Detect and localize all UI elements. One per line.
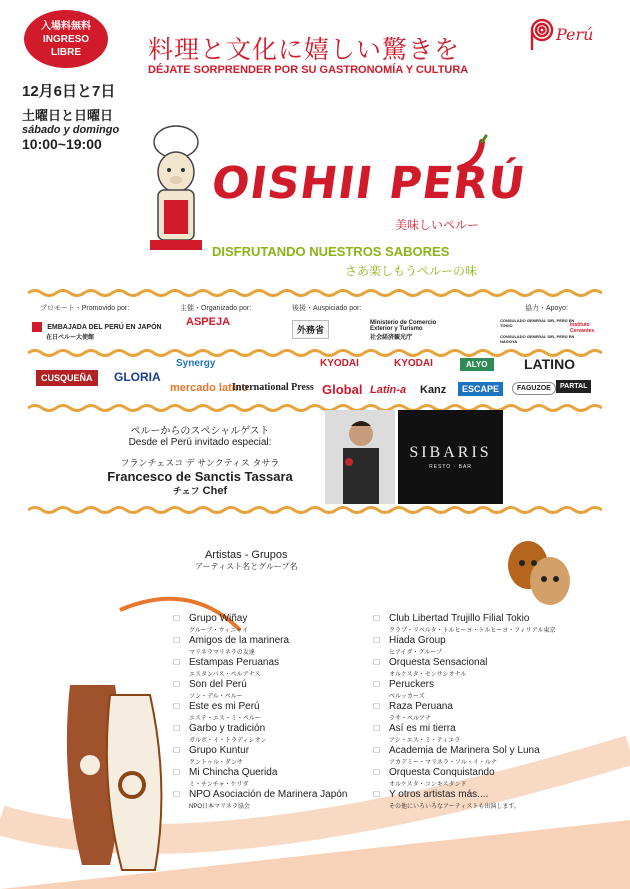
bullet-icon: ☐ bbox=[373, 768, 381, 777]
event-weekday-jp: 土曜日と日曜日 bbox=[22, 108, 114, 123]
escape-logo: ESCAPE bbox=[458, 382, 503, 396]
bullet-icon: ☐ bbox=[173, 658, 181, 667]
bullet-icon: ☐ bbox=[373, 680, 381, 689]
artist-list-item bbox=[173, 657, 280, 678]
latino-logo: LATINO bbox=[524, 356, 576, 372]
artists-heading bbox=[195, 549, 297, 572]
embassy-name: EMBAJADA DEL PERÚ EN JAPÓN bbox=[47, 324, 162, 332]
event-weekday-es: sábado y domingo bbox=[22, 124, 120, 136]
artist-name-es: Academia de Marinera Sol y Luna bbox=[389, 745, 540, 756]
artist-list-item bbox=[173, 745, 250, 766]
artist-list-item bbox=[373, 789, 520, 810]
artist-name-jp: ガルボ・イ・トラディシオン bbox=[189, 738, 267, 744]
badge-line-ingreso: INGRESO bbox=[42, 34, 90, 45]
badge-line-jp: 入場料無料 bbox=[41, 21, 91, 32]
bullet-icon: ☐ bbox=[173, 724, 181, 733]
peru-logo-text: Perú bbox=[556, 25, 594, 44]
bullet-icon: ☐ bbox=[373, 636, 381, 645]
artist-name-es: Y otros artistas más.... bbox=[389, 789, 489, 800]
organized-by-label: 主催・Organizado por: bbox=[180, 305, 252, 312]
artist-name-es: Mi Chincha Querida bbox=[189, 767, 278, 778]
artist-list-item bbox=[173, 767, 278, 788]
artist-name-jp: ミ・チンチャ・ケリダ bbox=[189, 782, 249, 788]
peru-brand-logo bbox=[528, 14, 612, 54]
international-press-logo: International Press bbox=[232, 382, 314, 393]
bullet-icon: ☐ bbox=[173, 768, 181, 777]
artist-name-es: Así es mi tierra bbox=[389, 723, 456, 734]
headline-jp: 料理と文化に嬉しい驚きを bbox=[148, 35, 461, 64]
artist-name-jp: NPO日本マリネラ協会 bbox=[189, 804, 250, 810]
artist-name-jp: エステ・エス・ミ・ペルー bbox=[189, 716, 261, 722]
bullet-icon: ☐ bbox=[373, 658, 381, 667]
consulate-tokio: CONSULADO GENERAL DEL PERÚ EN TOKIO bbox=[500, 318, 575, 328]
mincetur-logo bbox=[370, 320, 460, 341]
inca-masks-icon bbox=[498, 535, 578, 615]
artist-name-es: Grupo Wiñay bbox=[189, 613, 248, 624]
artist-name-jp: アシ・エス・ミ・ティエラ bbox=[389, 738, 461, 744]
sibaris-restaurant-logo bbox=[398, 410, 503, 504]
cervantes-logo: Instituto Cervantes bbox=[570, 322, 595, 334]
bullet-icon: ☐ bbox=[373, 724, 381, 733]
event-days: 12月6日と7日 bbox=[22, 83, 116, 100]
embassy-logo bbox=[32, 322, 162, 341]
artist-list-item bbox=[373, 635, 446, 656]
event-slogan-jp: さあ楽しもうペルーの味 bbox=[345, 264, 478, 278]
artist-name-es: Grupo Kuntur bbox=[189, 745, 250, 756]
event-dates bbox=[22, 80, 132, 152]
event-slogan: DISFRUTANDO NUESTROS SABORES bbox=[212, 244, 450, 259]
artist-name-jp: エスタンパス・ペルアナス bbox=[189, 672, 261, 678]
artist-name-es: Peruckers bbox=[389, 679, 435, 690]
artist-list-item bbox=[373, 613, 556, 634]
sponsored-by-label: 後援・Auspiciado por: bbox=[292, 305, 362, 312]
synergy-logo: Synergy bbox=[176, 358, 216, 369]
mofa-logo: 外務省 bbox=[292, 320, 329, 339]
aspeja-logo: ASPEJA bbox=[186, 316, 231, 328]
chili-pepper-icon bbox=[452, 132, 492, 172]
artist-list-item bbox=[173, 635, 290, 656]
chef-title-es: Chef bbox=[202, 485, 228, 497]
badge-line-libre: LIBRE bbox=[51, 47, 81, 58]
artist-name-es: Raza Peruana bbox=[389, 701, 453, 712]
artist-name-jp: アカデミー・マリネラ・ソル・イ・ルナ bbox=[389, 760, 497, 766]
chef-title-jp: チェフ bbox=[172, 486, 200, 496]
artist-name-es: Amigos de la marinera bbox=[189, 635, 290, 646]
artist-list-item bbox=[373, 767, 495, 788]
chef-name-es: Francesco de Sanctis Tassara bbox=[107, 469, 293, 484]
promoted-by-label: プロモート・Promovido por: bbox=[40, 305, 130, 312]
bullet-icon: ☐ bbox=[373, 790, 381, 799]
artist-list-item bbox=[373, 723, 461, 744]
artist-name-es: Hiada Group bbox=[389, 635, 446, 646]
chef-photo bbox=[325, 410, 395, 504]
artist-name-jp: ラサ・ペルアナ bbox=[389, 716, 432, 722]
bullet-icon: ☐ bbox=[173, 614, 181, 623]
bullet-icon: ☐ bbox=[173, 702, 181, 711]
artist-name-jp: ヒアイダ・グループ bbox=[389, 650, 442, 656]
artist-list-item bbox=[173, 701, 261, 722]
artist-name-es: Son del Perú bbox=[189, 679, 247, 690]
artist-list-item bbox=[373, 745, 540, 766]
guest-chef-info bbox=[90, 422, 310, 497]
artist-name-jp: ペルッカーズ bbox=[389, 694, 425, 700]
bullet-icon: ☐ bbox=[373, 746, 381, 755]
artist-list-item bbox=[173, 723, 267, 744]
wave-divider-chef-bottom bbox=[28, 505, 602, 515]
event-hours: 10:00~19:00 bbox=[22, 136, 102, 152]
artist-name-jp: クントゥル・ダンサ bbox=[189, 760, 243, 766]
artist-name-es: Orquesta Conquistando bbox=[389, 767, 495, 778]
latin-a-logo: Latin-a bbox=[370, 384, 407, 396]
support-label: 協力・Apoyo: bbox=[525, 305, 568, 312]
event-title-jp: 美味しいペルー bbox=[395, 218, 480, 232]
artist-name-es: Garbo y tradición bbox=[189, 723, 266, 734]
artist-name-es: NPO Asociación de Marinera Japón bbox=[189, 789, 348, 800]
mercado-latino-logo: mercado latino bbox=[170, 382, 249, 394]
global-logo: Global bbox=[322, 382, 363, 397]
chef-intro-jp: ペルーからのスペシャルゲスト bbox=[130, 426, 270, 437]
mincetur-name-jp: 社会経済観光庁 bbox=[370, 335, 413, 341]
artist-name-es: Estampas Peruanas bbox=[189, 657, 280, 668]
artist-name-es: Este es mi Perú bbox=[189, 701, 260, 712]
artist-list-item bbox=[373, 657, 488, 678]
restaurant-name: SIBARIS bbox=[409, 444, 492, 461]
artist-list-item bbox=[173, 789, 348, 810]
portal-logo: PARTAL bbox=[556, 380, 591, 393]
artist-name-jp: ソン・デル・ペルー bbox=[189, 694, 243, 700]
artists-heading-es: Artistas - Grupos bbox=[204, 549, 288, 561]
bullet-icon: ☐ bbox=[373, 614, 381, 623]
gloria-logo: GLORIA bbox=[114, 370, 161, 384]
kyodai-remittance-logo: KYODAI bbox=[394, 358, 433, 369]
peruvian-vases-icon bbox=[60, 675, 170, 875]
bullet-icon: ☐ bbox=[173, 790, 181, 799]
embassy-crest-icon bbox=[32, 322, 42, 332]
wave-divider-sponsors bbox=[28, 348, 602, 358]
artist-name-jp: その他にいろいろなアーティストも出演します。 bbox=[389, 804, 520, 810]
artist-name-es: Club Libertad Trujillo Filial Tokio bbox=[389, 613, 530, 624]
artist-name-jp: オルケスタ・センサシオナル bbox=[389, 672, 467, 678]
artist-list-item bbox=[373, 679, 435, 700]
alyo-logo: ALYO bbox=[460, 358, 494, 371]
kanz-logo: Kanz bbox=[420, 384, 447, 396]
chef-name-jp: フランチェスコ デ サンクティス タサラ bbox=[120, 458, 280, 468]
artist-list-item bbox=[173, 613, 249, 634]
chef-title bbox=[90, 484, 310, 497]
artist-name-jp: クラブ・リベルタ・トルヒーヨ・トルヒーヨ・フィリアル東京 bbox=[389, 628, 556, 634]
bullet-icon: ☐ bbox=[373, 702, 381, 711]
artist-list-item bbox=[373, 701, 453, 722]
embassy-name-jp: 在日ペルー大使館 bbox=[46, 335, 95, 341]
wave-divider-chef-top bbox=[28, 403, 602, 413]
faguzoe-logo: FAGUZOE bbox=[512, 382, 556, 395]
artist-list-item bbox=[173, 679, 247, 700]
bullet-icon: ☐ bbox=[173, 680, 181, 689]
bullet-icon: ☐ bbox=[173, 636, 181, 645]
restaurant-subtitle: RESTO · BAR bbox=[429, 464, 472, 470]
consulate-nagoya: CONSULADO GENERAL DEL PERÚ EN NAGOYA bbox=[500, 334, 575, 344]
artist-name-jp: グループ・ウィニャイ bbox=[189, 628, 249, 634]
cusquena-logo: CUSQUEÑA bbox=[36, 370, 98, 386]
chef-alpaca-illustration bbox=[136, 120, 216, 255]
artist-name-jp: マリネラマリネラの友達 bbox=[189, 650, 255, 656]
artists-heading-jp: アーティスト名とグループ名 bbox=[195, 562, 298, 571]
kyodai-market-logo: KYODAI bbox=[320, 358, 359, 369]
artist-name-jp: オルケスタ・コンキスタンド bbox=[389, 782, 467, 788]
artist-name-es: Orquesta Sensacional bbox=[389, 657, 488, 668]
wave-divider-top bbox=[28, 288, 602, 298]
chef-intro-es: Desde el Perú invitado especial: bbox=[128, 437, 272, 448]
mincetur-name: Ministerio de Comercio Exterior y Turismo bbox=[370, 320, 437, 332]
event-title: OISHII PERÚ bbox=[208, 158, 529, 209]
headline-es: DÉJATE SORPRENDER POR SU GASTRONOMÍA Y CULTURA bbox=[148, 64, 469, 76]
bullet-icon: ☐ bbox=[173, 746, 181, 755]
free-entry-badge bbox=[24, 10, 108, 68]
